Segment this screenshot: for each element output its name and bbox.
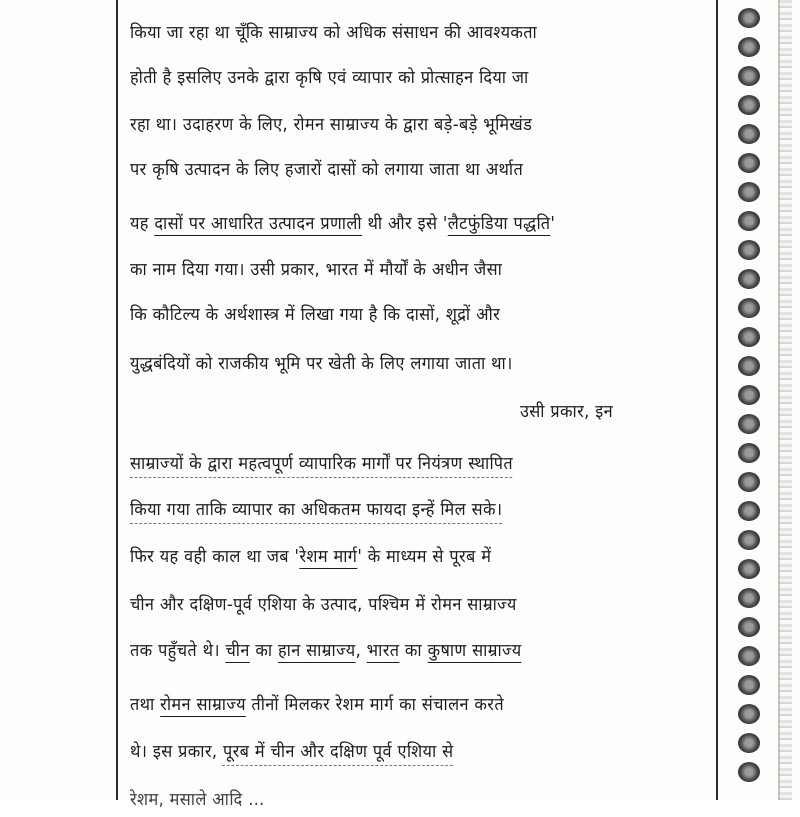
text-segment: फिर यह वही काल था जब ' bbox=[130, 547, 300, 567]
underlined-term: कुषाण साम्राज्य bbox=[427, 641, 522, 661]
text-segment: ' bbox=[550, 214, 556, 234]
text-line-16 bbox=[130, 735, 674, 769]
handwritten-text-body bbox=[130, 0, 715, 810]
binding-hole bbox=[738, 385, 760, 405]
binding-hole bbox=[738, 8, 760, 28]
binding-hole bbox=[738, 182, 760, 202]
text-line-15 bbox=[130, 688, 674, 722]
binding-hole bbox=[738, 646, 760, 666]
text-segment: ' के माध्यम से पूरब में bbox=[357, 547, 492, 567]
text-segment: थे। इस प्रकार, bbox=[130, 742, 223, 762]
binding-hole bbox=[738, 298, 760, 318]
text-line-8: युद्धबंदियों को राजकीय भूमि पर खेती के लिए लगाया जाता था। bbox=[130, 354, 513, 374]
binding-hole bbox=[738, 559, 760, 579]
text-line-11 bbox=[130, 493, 674, 527]
text-line-3: रहा था। उदाहरण के लिए, रोमन साम्राज्य के द्वारा बड़े-बड़े भूमिखंड bbox=[130, 115, 533, 135]
torn-paper-edge bbox=[778, 0, 792, 800]
text-segment: का bbox=[249, 641, 278, 661]
text-line-7: कि कौटिल्य के अर्थशास्त्र में लिखा गया है कि दासों, शूद्रों और bbox=[130, 305, 501, 325]
spiral-binding-holes bbox=[738, 0, 764, 800]
text-line-1: किया जा रहा था चूँकि साम्राज्य को अधिक संसाधन की आवश्यकता bbox=[130, 23, 538, 43]
binding-hole bbox=[738, 66, 760, 86]
binding-hole bbox=[738, 617, 760, 637]
text-segment: थी और इसे ' bbox=[361, 214, 448, 234]
text-line-5 bbox=[130, 207, 674, 241]
dashed-underlined-text: साम्राज्यों के द्वारा महत्वपूर्ण व्यापारिक मार्गों पर नियंत्रण स्थापित bbox=[130, 454, 514, 474]
text-segment: का bbox=[399, 641, 428, 661]
binding-hole bbox=[738, 327, 760, 347]
underlined-term: लैटफुंडिया पद्धति bbox=[447, 214, 551, 234]
text-line-12 bbox=[130, 540, 674, 574]
text-segment: , bbox=[355, 641, 367, 661]
dashed-underlined-text: पूरब में चीन और दक्षिण पूर्व एशिया से bbox=[222, 742, 454, 762]
binding-hole bbox=[738, 501, 760, 521]
text-segment: यह bbox=[130, 214, 155, 234]
binding-hole bbox=[738, 37, 760, 57]
text-line-9: उसी प्रकार, इन bbox=[520, 402, 614, 422]
dashed-underlined-text: किया गया ताकि व्यापार का अधिकतम फायदा इन्हें मिल सके। bbox=[130, 500, 503, 520]
underlined-phrase: दासों पर आधारित उत्पादन प्रणाली bbox=[154, 214, 362, 234]
binding-hole bbox=[738, 443, 760, 463]
underlined-term: भारत bbox=[366, 641, 400, 661]
underlined-term: रोमन साम्राज्य bbox=[160, 695, 246, 715]
binding-hole bbox=[738, 153, 760, 173]
text-line-17-partial: रेशम, मसाले आदि … bbox=[130, 790, 265, 810]
text-line-13: चीन और दक्षिण-पूर्व एशिया के उत्पाद, पश्चिम में रोमन साम्राज्य bbox=[130, 595, 517, 615]
text-line-2: होती है इसलिए उनके द्वारा कृषि एवं व्यापार को प्रोत्साहन दिया जा bbox=[130, 68, 529, 88]
text-line-10 bbox=[130, 447, 674, 481]
binding-hole bbox=[738, 356, 760, 376]
binding-hole bbox=[738, 530, 760, 550]
binding-hole bbox=[738, 704, 760, 724]
binding-hole bbox=[738, 762, 760, 782]
binding-hole bbox=[738, 240, 760, 260]
binding-hole bbox=[738, 472, 760, 492]
left-margin-line bbox=[116, 0, 118, 800]
binding-hole bbox=[738, 588, 760, 608]
binding-hole bbox=[738, 269, 760, 289]
text-line-4: पर कृषि उत्पादन के लिए हजारों दासों को लगाया जाता था अर्थात bbox=[130, 160, 524, 180]
binding-hole bbox=[738, 124, 760, 144]
text-line-14 bbox=[130, 634, 674, 668]
text-segment: तीनों मिलकर रेशम मार्ग का संचालन करते bbox=[245, 695, 504, 715]
text-segment: तक पहुँचते थे। bbox=[130, 641, 226, 661]
binding-hole bbox=[738, 211, 760, 231]
underlined-term: चीन bbox=[225, 641, 250, 661]
right-margin-line bbox=[716, 0, 718, 800]
underlined-term: रेशम मार्ग bbox=[299, 547, 358, 567]
binding-hole bbox=[738, 95, 760, 115]
binding-hole bbox=[738, 675, 760, 695]
underlined-term: हान साम्राज्य bbox=[277, 641, 356, 661]
binding-hole bbox=[738, 733, 760, 753]
text-segment: तथा bbox=[130, 695, 161, 715]
text-line-6: का नाम दिया गया। उसी प्रकार, भारत में मौर्यों के अधीन जैसा bbox=[130, 260, 503, 280]
binding-hole bbox=[738, 414, 760, 434]
